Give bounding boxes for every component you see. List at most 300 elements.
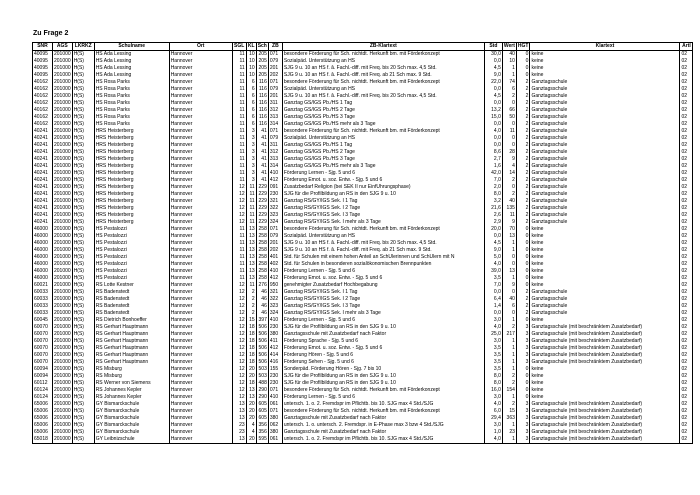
table-cell: 201000	[54, 72, 71, 78]
table-cell: 062	[268, 422, 282, 429]
table-cell: H(S)	[72, 100, 94, 107]
table-cell: 02	[680, 233, 693, 240]
table-cell: 412	[268, 177, 282, 184]
table-row	[33, 107, 693, 114]
table-cell: 40095	[33, 58, 53, 65]
table-cell: HS Rosa Parks	[94, 86, 169, 93]
table-cell: H(S)	[72, 345, 94, 352]
table-cell: Ganztagsschule (mit beschränktem Zusatzbedarf)	[530, 401, 680, 408]
table-cell: 12	[232, 366, 246, 373]
table-cell: 46000	[33, 226, 53, 233]
table-cell: Hannover	[169, 373, 232, 380]
table-cell: Hannover	[169, 65, 232, 72]
table-cell: 02	[680, 331, 693, 338]
table-cell: H(S)	[72, 93, 94, 100]
table-cell: H(S)	[72, 149, 94, 156]
table-cell: 0	[502, 289, 516, 296]
table-cell: 11	[246, 184, 256, 191]
table-cell: 41	[256, 128, 268, 135]
table-cell: Hannover	[169, 240, 232, 247]
table-cell: 02	[680, 72, 693, 79]
table-cell: 65006	[33, 408, 53, 415]
table-cell: Sonderpäd. Förderung Hören - Sjg. 7 bis 10	[282, 366, 484, 373]
table-cell: Ganztagsschule (mit beschränktem Zusatzbedarf)	[530, 324, 680, 331]
table-cell: 1	[502, 422, 516, 429]
table-cell: 503	[256, 366, 268, 373]
table-cell: 02	[680, 380, 693, 387]
table-cell: 410	[268, 170, 282, 177]
table-cell: Hannover	[169, 422, 232, 429]
table-cell: 258	[256, 268, 268, 275]
table-row	[33, 205, 693, 212]
table-cell: 3	[516, 408, 530, 415]
table-cell: 201000	[54, 114, 71, 120]
table-row	[33, 191, 693, 198]
table-cell: H(S)	[72, 170, 94, 177]
table-cell: 15,0	[484, 114, 502, 121]
table-cell: 0	[516, 387, 530, 394]
table-cell: Ganztagsschule	[530, 156, 680, 163]
table-cell: 0	[502, 135, 516, 142]
table-cell: 201000	[54, 261, 71, 267]
table-cell: besondere Förderung für Sch. nichtdt. Herkunft bm. mit Förderkonzept	[282, 408, 484, 415]
table-cell: 60124	[33, 394, 53, 401]
table-cell: Hannover	[169, 247, 232, 254]
table-cell: 10	[246, 51, 256, 59]
table-cell: Ganztagsschule (mit beschränktem Zusatzbedarf)	[530, 331, 680, 338]
table-cell: Hannover	[169, 366, 232, 373]
table-cell: keine	[530, 380, 680, 387]
table-cell: RS Johannes Kepler	[94, 394, 169, 401]
table-cell: 0	[502, 100, 516, 107]
table-cell: Hannover	[169, 338, 232, 345]
table-cell: 6,4	[484, 296, 502, 303]
table-cell: 201000	[54, 254, 71, 260]
table-cell: keine	[530, 58, 680, 65]
table-cell: 2	[516, 100, 530, 107]
table-cell: 02	[680, 338, 693, 345]
table-cell: 230	[268, 373, 282, 380]
table-cell: 9	[502, 156, 516, 163]
table-cell: 2	[502, 324, 516, 331]
table-cell: 40162	[33, 114, 53, 121]
table-cell: keine	[530, 233, 680, 240]
table-cell: Förderung Emot. u. soz. Entw. - Sjg. 5 und 6	[282, 275, 484, 282]
table-cell: Ganztagsschule (mit beschränktem Zusatzbedarf)	[530, 352, 680, 359]
table-cell: 40241	[33, 219, 53, 226]
table-cell: 0	[516, 51, 530, 59]
table-cell: 258	[256, 233, 268, 240]
table-cell: 11	[232, 261, 246, 268]
table-cell: 11	[232, 156, 246, 163]
table-cell: 02	[680, 198, 693, 205]
table-cell: 02	[680, 296, 693, 303]
table-cell: 061	[268, 401, 282, 408]
table-cell: 60070	[33, 338, 53, 345]
table-cell: 11	[232, 233, 246, 240]
table-cell: 11	[232, 247, 246, 254]
table-cell: 40	[502, 51, 516, 59]
table-cell: 18	[246, 352, 256, 359]
table-cell: 02	[680, 226, 693, 233]
table-cell: Hannover	[169, 212, 232, 219]
table-cell: H(S)	[72, 261, 94, 268]
table-cell: 7,0	[484, 282, 502, 289]
table-cell: 201000	[54, 156, 71, 162]
table-cell: RS Badenstedt	[94, 289, 169, 296]
table-cell: 397	[256, 317, 268, 324]
table-cell: 11	[232, 107, 246, 114]
table-cell: Sozialpäd. Unterstützung an HS	[282, 135, 484, 142]
table-cell: H(S)	[72, 114, 94, 121]
table-row	[33, 394, 693, 401]
table-cell: 02	[680, 324, 693, 331]
table-cell: 02	[680, 107, 693, 114]
table-cell: 12	[232, 359, 246, 366]
table-cell: 11	[232, 114, 246, 121]
table-cell: 02	[680, 352, 693, 359]
table-cell: 50	[502, 114, 516, 121]
table-cell: HS Pestalozzi	[94, 275, 169, 282]
table-cell: 0	[502, 310, 516, 317]
table-cell: 314	[268, 163, 282, 170]
table-cell: 0,0	[484, 121, 502, 128]
table-cell: 40241	[33, 170, 53, 177]
table-cell: 3,5	[484, 275, 502, 282]
table-cell: 13	[232, 436, 246, 444]
data-table	[32, 42, 693, 444]
table-cell: 20	[246, 436, 256, 444]
table-cell: 02	[680, 408, 693, 415]
table-cell: genehmigter Zusatzbedarf Hochbegabung	[282, 282, 484, 289]
table-cell: 02	[680, 163, 693, 170]
table-cell: H(S)	[72, 436, 94, 444]
table-cell: untersch. 1. o. 2. Fremdspr im Pflichtb. bis 10. SJG max 4 Std./SJG	[282, 436, 484, 444]
table-cell: 2	[516, 135, 530, 142]
table-cell: 1	[502, 72, 516, 79]
table-cell: Hannover	[169, 107, 232, 114]
table-cell: 6	[246, 121, 256, 128]
table-cell: 0	[502, 261, 516, 268]
table-cell: H(S)	[72, 254, 94, 261]
column-header: ZB-Klartext	[282, 43, 484, 51]
table-cell: 0	[502, 184, 516, 191]
table-cell: 41	[256, 149, 268, 156]
table-cell: 201000	[54, 226, 71, 232]
table-cell: 201000	[54, 401, 71, 407]
table-cell: untersch. 1. o. 2. Fremdspr im Pflichtb. bis 10. SJG max 4 Std./SJG	[282, 401, 484, 408]
table-cell: 135	[502, 205, 516, 212]
table-cell: 02	[680, 121, 693, 128]
table-cell: Ganztagsschule	[530, 184, 680, 191]
table-cell: 201000	[54, 429, 71, 435]
table-cell: Hannover	[169, 58, 232, 65]
table-row	[33, 163, 693, 170]
table-cell: 11	[232, 58, 246, 65]
table-cell: 11	[232, 51, 246, 59]
table-cell: keine	[530, 373, 680, 380]
table-row	[33, 58, 693, 65]
table-cell: H(S)	[72, 135, 94, 142]
table-cell: SJG 9 u. 10 an HS f. â. Fachl.-diff. mit Freq. bis 20 Sch max. 4,5 Std.	[282, 93, 484, 100]
table-cell: Ganztagsschule (mit beschränktem Zusatzbedarf)	[530, 408, 680, 415]
table-cell: 2	[516, 142, 530, 149]
table-cell: H(S)	[72, 198, 94, 205]
table-cell: 201000	[54, 394, 71, 400]
table-cell: 11	[232, 142, 246, 149]
table-cell: RS Badenstedt	[94, 310, 169, 317]
table-cell: Hannover	[169, 345, 232, 352]
table-cell: Hannover	[169, 261, 232, 268]
table-cell: 41	[256, 170, 268, 177]
table-cell: 02	[680, 79, 693, 86]
table-cell: 12	[232, 338, 246, 345]
table-cell: HRS Heisterberg	[94, 212, 169, 219]
table-cell: 23	[232, 429, 246, 436]
column-header: Ort	[169, 43, 232, 51]
table-row	[33, 317, 693, 324]
table-cell: HRS Heisterberg	[94, 128, 169, 135]
table-cell: 079	[268, 233, 282, 240]
table-cell: 205	[256, 51, 268, 59]
table-cell: 2,7	[484, 156, 502, 163]
table-cell: Ganztagsschule	[530, 170, 680, 177]
table-cell: 12	[232, 387, 246, 394]
table-cell: SJG für die Profilbildung an RS in den SJG 9 u. 10	[282, 373, 484, 380]
table-cell: 15	[246, 317, 256, 324]
table-cell: 2	[516, 205, 530, 212]
table-cell: 02	[680, 128, 693, 135]
table-cell: Hannover	[169, 114, 232, 121]
table-cell: 258	[256, 261, 268, 268]
table-cell: 201000	[54, 310, 71, 316]
table-cell: H(S)	[72, 107, 94, 114]
table-cell: 324	[268, 310, 282, 317]
table-cell: 416	[268, 359, 282, 366]
table-row	[33, 338, 693, 345]
table-cell: 201	[268, 93, 282, 100]
table-cell: Ganztagsschule	[530, 198, 680, 205]
table-cell: SJG für die Profilbildung an RS in den SJG 9 u. 10	[282, 191, 484, 198]
table-cell: 40241	[33, 212, 53, 219]
table-cell: 46	[256, 289, 268, 296]
column-header: LKRKZ	[72, 43, 94, 51]
table-cell: Förderung Lernen - Sjg. 5 und 6	[282, 317, 484, 324]
table-cell: Ganztag RS/GY/IGS Sek. I 3 Tage	[282, 303, 484, 310]
table-cell: 201	[268, 240, 282, 247]
table-cell: 02	[680, 282, 693, 289]
column-header: Artl	[680, 43, 693, 51]
table-cell: 13	[246, 240, 256, 247]
table-cell: Förderung Hören - Sjg. 5 und 6	[282, 352, 484, 359]
table-row	[33, 177, 693, 184]
table-cell: Hannover	[169, 177, 232, 184]
table-cell: 201000	[54, 268, 71, 274]
table-cell: 02	[680, 345, 693, 352]
table-cell: 4,5	[484, 65, 502, 72]
table-cell: SJG für die Profilbildung an RS in den SJG 9 u. 10	[282, 380, 484, 387]
table-cell: 15	[502, 408, 516, 415]
table-cell: Ganztagsschule mit Zusatzbedarf nach Faktor	[282, 331, 484, 338]
table-cell: Ganztagsschule	[530, 177, 680, 184]
table-cell: 258	[256, 226, 268, 233]
table-cell: 8,0	[484, 191, 502, 198]
table-cell: 201000	[54, 79, 71, 85]
table-cell: Ganztagsschule (mit beschränktem Zusatzbedarf)	[530, 338, 680, 345]
table-row	[33, 415, 693, 422]
table-row	[33, 331, 693, 338]
table-cell: 40241	[33, 177, 53, 184]
table-cell: HS Ada Lessing	[94, 51, 169, 59]
table-cell: 0	[502, 121, 516, 128]
table-cell: 13,2	[484, 107, 502, 114]
table-cell: H(S)	[72, 296, 94, 303]
table-cell: H(S)	[72, 233, 94, 240]
table-cell: 414	[268, 352, 282, 359]
table-cell: 11	[502, 212, 516, 219]
table-cell: 20	[246, 401, 256, 408]
table-cell: 02	[680, 156, 693, 163]
table-cell: Ganztagsschule	[530, 121, 680, 128]
table-cell: 28	[502, 149, 516, 156]
table-cell: 0	[516, 268, 530, 275]
table-cell: RS Misburg	[94, 373, 169, 380]
table-cell: 313	[268, 114, 282, 121]
table-cell: Hannover	[169, 380, 232, 387]
table-cell: 3	[516, 352, 530, 359]
table-cell: 3	[516, 359, 530, 366]
table-header	[33, 43, 693, 51]
table-row	[33, 100, 693, 107]
table-cell: 2	[516, 149, 530, 156]
table-cell: 12	[232, 289, 246, 296]
table-cell: 3	[246, 128, 256, 135]
table-cell: 02	[680, 436, 693, 444]
table-cell: RS Gerhart Hauptmann	[94, 338, 169, 345]
table-cell: 02	[680, 184, 693, 191]
table-cell: H(S)	[72, 121, 94, 128]
column-header: AGS	[53, 43, 73, 51]
table-cell: H(S)	[72, 359, 94, 366]
table-cell: 2	[246, 296, 256, 303]
table-cell: 12	[232, 296, 246, 303]
table-cell: 230	[268, 191, 282, 198]
table-cell: 41	[256, 177, 268, 184]
table-cell: 201000	[54, 93, 71, 99]
table-cell: Förderung Sprache - Sjg. 5 und 6	[282, 338, 484, 345]
table-cell: 116	[256, 121, 268, 128]
table-cell: Hannover	[169, 303, 232, 310]
table-cell: 10	[502, 58, 516, 65]
table-cell: 410	[268, 394, 282, 401]
table-cell: keine	[530, 240, 680, 247]
table-cell: 201000	[54, 198, 71, 204]
table-cell: keine	[530, 51, 680, 59]
table-cell: 2	[516, 163, 530, 170]
table-cell: 4,0	[484, 324, 502, 331]
table-cell: 11	[246, 212, 256, 219]
table-row	[33, 226, 693, 233]
table-cell: 41	[256, 142, 268, 149]
table-cell: RS Misburg	[94, 366, 169, 373]
table-cell: 12	[232, 394, 246, 401]
table-row	[33, 142, 693, 149]
table-cell: 18	[246, 331, 256, 338]
table-cell: 2	[516, 303, 530, 310]
table-cell: besondere Förderung für Sch. nichtdt. Herkunft bm. mit Förderkonzept	[282, 226, 484, 233]
table-cell: 0	[516, 72, 530, 79]
table-cell: Ganztagsschule	[530, 205, 680, 212]
table-cell: 13	[232, 401, 246, 408]
table-cell: H(S)	[72, 58, 94, 65]
table-cell: RS Gerhart Hauptmann	[94, 352, 169, 359]
table-cell: H(S)	[72, 289, 94, 296]
table-cell: 20	[246, 408, 256, 415]
table-cell: SJG 9 u. 10 an HS f. â. Fachl.-diff. mit Freq. ab 21 Sch max. 9 Std.	[282, 72, 484, 79]
table-cell: 46	[256, 296, 268, 303]
table-cell: 9	[502, 219, 516, 226]
table-cell: H(S)	[72, 212, 94, 219]
table-row	[33, 387, 693, 394]
table-cell: 506	[256, 345, 268, 352]
table-cell: 40162	[33, 100, 53, 107]
table-cell: 30,0	[484, 51, 502, 59]
table-cell: 2	[516, 310, 530, 317]
table-cell: 18	[246, 359, 256, 366]
table-cell: Hannover	[169, 86, 232, 93]
table-cell: 091	[268, 184, 282, 191]
table-cell: 230	[268, 324, 282, 331]
table-cell: 6	[246, 86, 256, 93]
table-cell: 3	[516, 401, 530, 408]
table-cell: 40162	[33, 93, 53, 100]
table-cell: 46000	[33, 275, 53, 282]
table-cell: 02	[680, 170, 693, 177]
table-cell: 12	[232, 219, 246, 226]
table-cell: HRS Heisterberg	[94, 219, 169, 226]
table-cell: 40162	[33, 107, 53, 114]
table-cell: 0	[502, 254, 516, 261]
table-cell: 1	[502, 359, 516, 366]
table-cell: 40162	[33, 86, 53, 93]
table-cell: 276	[256, 282, 268, 289]
table-cell: 6	[502, 303, 516, 310]
table-cell: 10	[246, 72, 256, 79]
table-cell: 39,0	[484, 268, 502, 275]
table-cell: HRS Heisterberg	[94, 177, 169, 184]
table-cell: 20	[246, 373, 256, 380]
table-row	[33, 436, 693, 444]
table-cell: 410	[268, 268, 282, 275]
table-cell: RS Gerhart Hauptmann	[94, 345, 169, 352]
table-cell: keine	[530, 254, 680, 261]
table-cell: HRS Heisterberg	[94, 191, 169, 198]
table-cell: 18	[246, 345, 256, 352]
table-cell: 202	[268, 72, 282, 79]
table-cell: 40241	[33, 198, 53, 205]
table-cell: 0	[516, 233, 530, 240]
table-cell: 1	[502, 247, 516, 254]
table-cell: RS Badenstedt	[94, 303, 169, 310]
table-cell: 321	[268, 198, 282, 205]
table-cell: 4,5	[484, 240, 502, 247]
table-cell: 25,0	[484, 331, 502, 338]
table-cell: RS Gerhart Hauptmann	[94, 324, 169, 331]
table-cell: 02	[680, 359, 693, 366]
table-cell: 02	[680, 240, 693, 247]
table-cell: 201000	[54, 149, 71, 155]
table-cell: 12	[232, 205, 246, 212]
